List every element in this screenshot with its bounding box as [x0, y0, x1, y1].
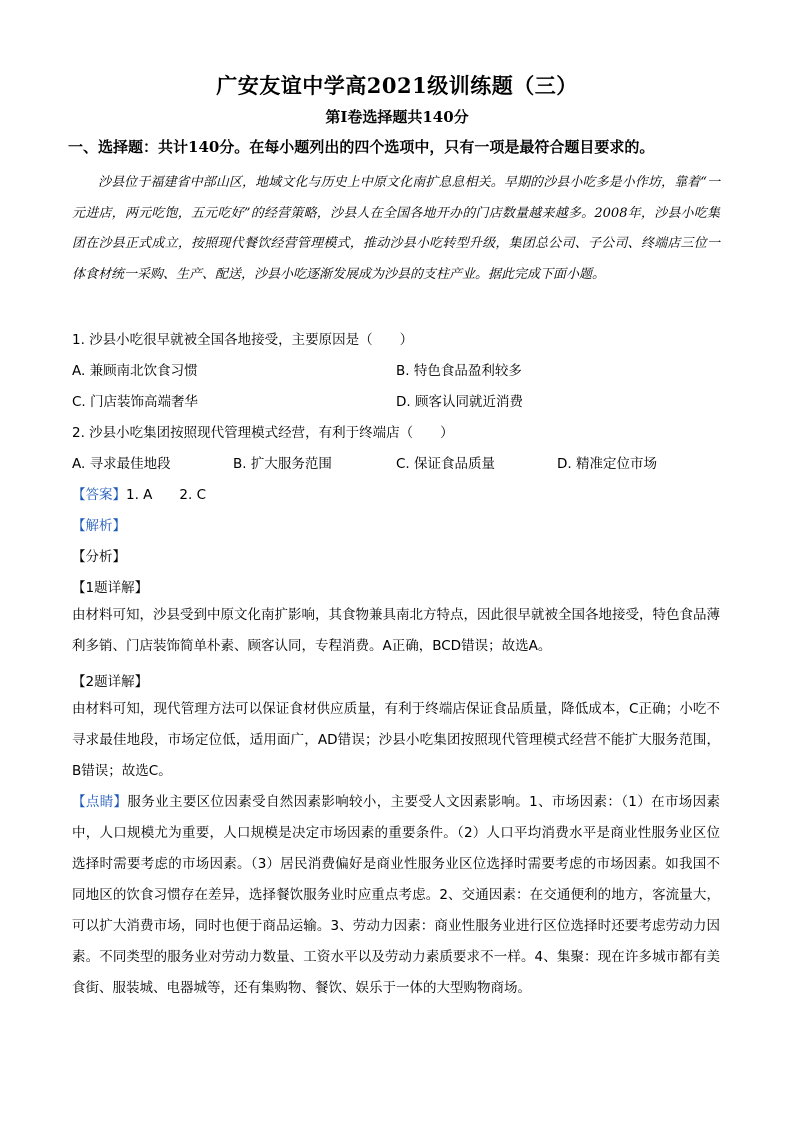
q2-detail-tag: 【2题详解】 [72, 674, 149, 690]
page-subtitle: 第Ⅰ卷选择题共140分 [325, 108, 469, 126]
question-2-stem: 2. 沙县小吃集团按照现代管理模式经营，有利于终端店（ ） [72, 425, 454, 441]
q1-detail-text: 由材料可知，沙县受到中原文化南扩影响，其食物兼具南北方特点，因此很早就被全国各地接受，特色食品薄利多销、门店装饰简单朴素、顾客认同，专程消费。A正确，BCD错误；故选A。 [72, 607, 720, 654]
question-2-option-d: D. 精准定位市场 [557, 456, 657, 472]
section-heading: 一、选择题：共计140分。在每小题列出的四个选项中，只有一项是最符合题目要求的。 [68, 138, 655, 156]
analysis-tag: 【解析】 [72, 518, 126, 534]
dianjing-text: 服务业主要区位因素受自然因素影响较小，主要受人文因素影响。1、市场因素：（1）在市场因素中，人口规模尤为重要，人口规模是决定市场因素的重要条件。（2）人口平均消费水平是商业性服务业区位选择时需要考虑的市场因素。（3）居民消费偏好是商业性服务业区位选择时需要考虑的市场因素。如我国不同地区的饮食习惯存在差异，选择餐饮服务业时应重点考虑。2、交通因素：在交通便利的地方，客流量大，可以扩大消费市场，同时也便于商品运输。3、劳动力因素：商业性服务业进行区位选择时还要考虑劳动力因素。不同类型的服务业对劳动力数量、工资水平以及劳动力素质要求不一样。4、集聚：现在许多城市都有美食街、服装城、电器城等，还有集购物、餐饮、娱乐于一体的大型购物商场。 [72, 794, 721, 996]
q1-detail-tag: 【1题详解】 [72, 580, 149, 596]
question-1-option-a: A. 兼顾南北饮食习惯 [72, 363, 198, 379]
answer-tag: 【答案】 [72, 487, 126, 503]
question-1-option-c: C. 门店装饰高端奢华 [72, 394, 199, 410]
fenxi-tag: 【分析】 [72, 549, 126, 565]
reading-passage: 沙县位于福建省中部山区，地域文化与历史上中原文化南扩息息相关。早期的沙县小吃多是小作坊，靠着“一元进店，两元吃饱，五元吃好”的经营策略，沙县人在全国各地开办的门店数量越来越多。2008年，沙县小吃集团在沙县正式成立，按照现代餐饮经营管理模式，推动沙县小吃转型升级，集团总公司、子公司、终端店三位一体食材统一采购、生产、配送，沙县小吃逐渐发展成为沙县的支柱产业。据此完成下面小题。 [72, 175, 720, 282]
question-2-option-c: C. 保证食品质量 [396, 456, 496, 472]
question-1-option-b: B. 特色食品盈利较多 [396, 363, 522, 379]
dianjing-tag: 【点睛】 [72, 794, 128, 810]
question-1-option-d: D. 顾客认同就近消费 [396, 394, 523, 410]
answer-line [72, 483, 206, 503]
page-title: 广安友谊中学高2021级训练题（三） [216, 73, 578, 98]
question-2-option-b: B. 扩大服务范围 [233, 456, 332, 472]
question-2-option-a: A. 寻求最佳地段 [72, 456, 171, 472]
dianjing-paragraph [72, 787, 720, 1004]
question-1-stem: 1. 沙县小吃很早就被全国各地接受，主要原因是（ ） [72, 332, 414, 348]
answer-text: 1. A 2. C [126, 487, 207, 503]
q2-detail-text: 由材料可知，现代管理方法可以保证食材供应质量，有利于终端店保证食品质量，降低成本，C正确；小吃不寻求最佳地段，市场定位低，适用面广，AD错误；沙县小吃集团按照现代管理模式经营不能扩大服务范围，B错误；故选C。 [72, 701, 720, 779]
